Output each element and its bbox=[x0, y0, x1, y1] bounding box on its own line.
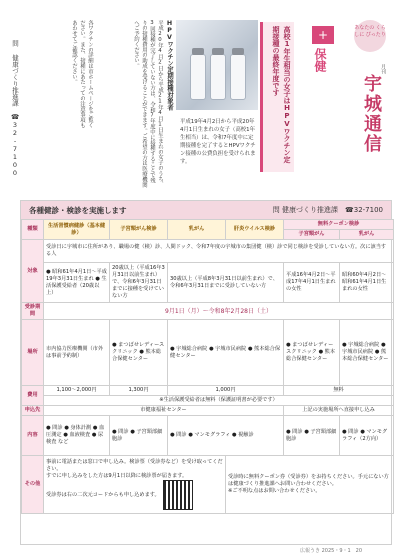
header-ikan: 子宮頸がん検診 bbox=[110, 220, 168, 240]
target-cell: 20歳以上（平成16年3月31日以前生まれ）で、令和6年3月31日までに接種を受けていない方 bbox=[110, 263, 168, 303]
page-footer: 広報うき 2025・9・1 20 bbox=[300, 548, 363, 554]
place-cell: ● まつばせレディースクリニック ● 熊本総合保健センター bbox=[284, 320, 340, 386]
fee-cell: 1,300円 bbox=[110, 386, 168, 396]
section-title: 各種健診・検診を実施します bbox=[29, 205, 127, 215]
hpv-body: 平成20年4月2日から平成21年4月1日生まれの女子のうち、3回接種が完了していない方は、令和7年度中に接種することで残りの接種費用の助成を受けることができます。ご希望の方は医療機関へご予約ください。 bbox=[133, 20, 163, 188]
hpv-section bbox=[98, 20, 174, 190]
content-cell: ● 問診 ● 身体計測 ● 血圧測定 ● 血液検査 ● 尿検査 など bbox=[44, 416, 110, 456]
target-note: 受診日に宇城市に住所があり、職場の健（検）診、人間ドック、令和7年度の宇城市の集団健（検）診で同じ検診を受診していない方。次に該当する人 bbox=[44, 240, 394, 263]
qr-code-icon[interactable] bbox=[163, 480, 193, 510]
header-coupon-group: 無料クーポン検診 bbox=[284, 220, 394, 230]
qr-row bbox=[46, 480, 223, 510]
row-label-fee: 費用 bbox=[22, 386, 44, 406]
plus-icon: + bbox=[312, 26, 334, 44]
row-label-period: 受診期間 bbox=[22, 303, 44, 320]
intro-text: 平成19年4月2日から平成20年4月1日生まれの女子（高校1年生相当）は、令和7年度中に定期接種を完了するとHPVワクチン接種の公費負担を受けられます。 bbox=[180, 119, 256, 165]
article-top bbox=[0, 0, 404, 196]
row-label-target: 対象 bbox=[22, 240, 44, 303]
fee-cell: 1,100〜2,000円 bbox=[44, 386, 110, 396]
content-cell: ● 問診 ● 子宮頸部細胞診 bbox=[284, 416, 340, 456]
place-cell: 市内協力医療機関（市外は事前予約制） bbox=[44, 320, 110, 386]
target-cell: 平成16年4月2日〜平成17年4月1日生まれの女性 bbox=[284, 263, 340, 303]
category-label: 保健 bbox=[313, 48, 327, 72]
other-text: 事前に電話または窓口で申し込み。検診票（受診券など）を受け取ってください。 bbox=[46, 459, 223, 472]
vial-image bbox=[190, 54, 206, 100]
checkup-section bbox=[20, 200, 392, 545]
other-text: すでに申し込みをした方は9月1日以降に検診票が届きます。 bbox=[46, 473, 188, 479]
row-label-other: その他 bbox=[22, 456, 44, 514]
header-breast: 乳がん bbox=[168, 220, 226, 240]
other-text: 受診時に無料クーポン券（受診券）をお持ちください。手元にない方は健康づくり推進課へお問い合わせください。 bbox=[228, 474, 389, 487]
vial-image bbox=[230, 54, 246, 100]
other-left bbox=[44, 456, 226, 514]
content-cell: ● 問診 ● 子宮頸部細胞診 bbox=[110, 416, 168, 456]
column-title: 宇城通信 bbox=[361, 74, 382, 154]
vaccine-photo bbox=[176, 20, 258, 110]
inquiry-contact: 問 健康づくり推進課 ☎32-7100 bbox=[11, 40, 19, 177]
vial-image bbox=[210, 54, 226, 100]
inquiry-body: 各ワクチンの詳細は市ホームページをご覧ください。また、接種にあたっての注意事項もあわせてご確認ください。 bbox=[71, 20, 93, 128]
header-coupon-cervical: 子宮頸がん bbox=[284, 230, 340, 240]
article-headline: 高校1年生相当の女子はHPVワクチン定期接種の最終年度です bbox=[260, 22, 294, 172]
fee-note: ※生活保護受給者は無料（保護証明書が必要です） bbox=[44, 396, 394, 406]
other-right bbox=[226, 456, 394, 514]
other-text: ※ご不明な点はお問い合わせください。 bbox=[228, 488, 321, 494]
inquiry-section bbox=[10, 20, 94, 190]
place-cell: ● 宇城総合病院 ● 宇城市民病院 ● 熊本総合保健センター bbox=[340, 320, 394, 386]
section-header bbox=[21, 201, 391, 219]
header-category: 種類 bbox=[22, 220, 44, 240]
hpv-title: HPVワクチン定期接種対象者 bbox=[166, 20, 173, 111]
other-text: 受診券は右の二次元コードからも申し込めます。 bbox=[46, 491, 160, 498]
section-contact: 問 健康づくり推進課 ☎32-7100 bbox=[272, 206, 383, 214]
column-badge: あなたの くらしに ぴったり bbox=[354, 20, 386, 52]
checkup-table bbox=[21, 219, 394, 514]
column-monthly: 月刊 bbox=[380, 64, 386, 74]
content-cell: ● 問診 ● マンモグラフィ ● 視触診 bbox=[168, 416, 284, 456]
content-cell: ● 問診 ● マンモグラフィ（2方向） bbox=[340, 416, 394, 456]
header-tokutei: 生活習慣病健診（基本健診） bbox=[44, 220, 110, 240]
place-cell: ● 宇城総合病院 ● 宇城市民病院 ● 熊本総合保健センター bbox=[168, 320, 284, 386]
target-cell: ● 昭和61年4月1日〜平成19年3月31日生まれ ● 生活保護受給者（20歳以上） bbox=[44, 263, 110, 303]
target-cell: 昭和60年4月2日〜昭和61年4月1日生まれの女性 bbox=[340, 263, 394, 303]
row-label-apply: 申込先 bbox=[22, 406, 44, 416]
place-cell: ● まつばせレディースクリニック ● 熊本総合保健センター bbox=[110, 320, 168, 386]
target-cell: 30歳以上（平成8年3月31日以前生まれ）で、令和6年3月31日までに受診していない方 bbox=[168, 263, 284, 303]
apply-cell: 上記の実施場所へ直接申し込み bbox=[284, 406, 394, 416]
column-title-block bbox=[348, 20, 392, 170]
apply-cell: 市健康福祉センター bbox=[44, 406, 284, 416]
period-value: 9月1日（月）〜令和8年2月28日（土） bbox=[44, 303, 394, 320]
header-hepatitis: 肝炎ウイルス検診 bbox=[226, 220, 284, 240]
row-label-content: 内容 bbox=[22, 416, 44, 456]
header-coupon-breast: 乳がん bbox=[340, 230, 394, 240]
row-label-place: 場所 bbox=[22, 320, 44, 386]
fee-cell: 1,000円 bbox=[168, 386, 284, 396]
fee-cell: 無料 bbox=[284, 386, 394, 396]
